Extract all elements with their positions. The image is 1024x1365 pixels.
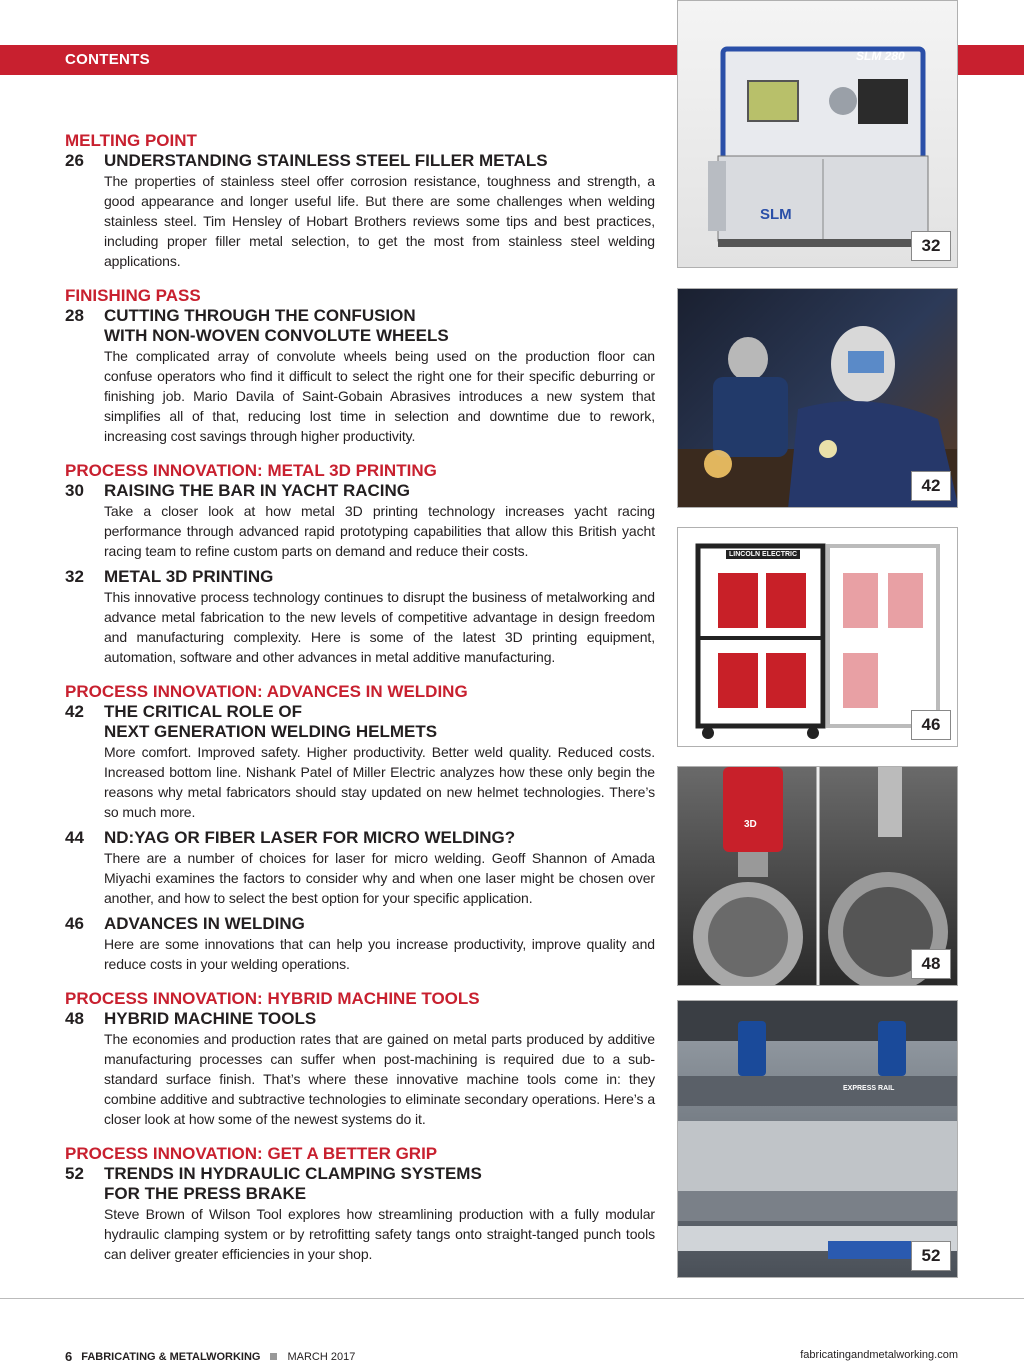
photo-page-number: 46 (911, 710, 951, 740)
entry-page-number: 48 (65, 1009, 84, 1028)
photo-page-number: 52 (911, 1241, 951, 1271)
section-hybrid-machine-tools (65, 989, 655, 1129)
footer (65, 1349, 355, 1364)
photo-slm-printer[interactable] (677, 0, 958, 268)
section-title: PROCESS INNOVATION: HYBRID MACHINE TOOLS (65, 989, 480, 1008)
entry-description: Take a closer look at how metal 3D printing technology increases yacht racing performance through advanced rapid prototyping capabilities that allow this British yacht racing team to refine custom parts on demand and reduce their costs. (104, 503, 655, 559)
entry-description: This innovative process technology continues to disrupt the business of metalworking and advance metal fabrication to the new levels of competitive advantage in design freedom and manufacturing complexity. Here is some of the latest 3D printing equipment, automation, software and other advances in metal additive manufacturing. (104, 589, 655, 665)
entry-page-number: 32 (65, 567, 84, 586)
footer-square-icon (270, 1353, 277, 1360)
entry-title[interactable]: CUTTING THROUGH THE CONFUSION WITH NON-WOVEN CONVOLUTE WHEELS (104, 306, 449, 345)
entry-description: More comfort. Improved safety. Higher productivity. Better weld quality. Reduced costs. Increased bottom line. Nishank Patel of Miller Electric analyzes how these only begin the reasons why metal fabricators should stay updated on new helmet technologies. There’s so much more. (104, 744, 655, 820)
entry-title[interactable]: HYBRID MACHINE TOOLS (104, 1009, 317, 1028)
toc-entry[interactable] (65, 702, 655, 822)
entry-title[interactable]: ADVANCES IN WELDING (104, 914, 305, 933)
footer-divider (0, 1298, 1024, 1299)
entry-description: Here are some innovations that can help you increase productivity, improve quality and reduce costs in your welding operations. (104, 936, 655, 972)
photo-page-number: 48 (911, 949, 951, 979)
entry-page-number: 46 (65, 914, 84, 933)
footer-page-number: 6 (65, 1349, 73, 1364)
section-title: FINISHING PASS (65, 286, 201, 305)
toc-entry[interactable] (65, 481, 655, 561)
section-title: PROCESS INNOVATION: METAL 3D PRINTING (65, 461, 437, 480)
toc-entry[interactable] (65, 1164, 655, 1264)
entry-title[interactable]: THE CRITICAL ROLE OF NEXT GENERATION WELDING HELMETS (104, 702, 438, 741)
entry-description: The properties of stainless steel offer corrosion resistance, toughness and strength, a good appearance and longer useful life. But there are some challenges when welding stainless steel. Tim Hensley of Hobart Brothers reviews some tips and best practices, including proper filler metal selection, to get the most from stainless steel welding applications. (104, 173, 655, 269)
photo-page-number: 32 (911, 231, 951, 261)
machine-3d-label: 3D (744, 819, 757, 830)
photo-hybrid-machining[interactable] (677, 766, 958, 986)
entry-title[interactable]: METAL 3D PRINTING (104, 567, 274, 586)
entry-description: Steve Brown of Wilson Tool explores how streamlining production with a fully modular hydraulic clamping system or by retrofitting safety tangs onto straight-tanged punch tools can deliver greater efficiencies in your shop. (104, 1206, 655, 1262)
entry-page-number: 44 (65, 828, 84, 847)
press-brake-brand-label: EXPRESS RAIL (843, 1085, 895, 1092)
printer-illustration (678, 1, 958, 268)
toc-entry[interactable] (65, 151, 655, 271)
footer-website-link[interactable]: fabricatingandmetalworking.com (800, 1349, 958, 1361)
section-title: MELTING POINT (65, 131, 197, 150)
entry-description: The economies and production rates that are gained on metal parts produced by additive manufacturing processes can suffer when post-machining is required due to a sub-standard surface finish. That’s where these innovative machine tools come in: they combine additive and subtractive technologies to eliminate secondary operations. Here’s a closer look at how some of the newest systems do it. (104, 1031, 655, 1127)
entry-description: There are a number of choices for laser for micro welding. Geoff Shannon of Amada Miyachi examines the factors to consider why and when one laser might be chosen over another, and how to select the best option for your specific application. (104, 850, 655, 906)
entry-page-number: 28 (65, 306, 84, 325)
entry-title[interactable]: TRENDS IN HYDRAULIC CLAMPING SYSTEMS FOR THE PRESS BRAKE (104, 1164, 482, 1203)
printer-logo-label: SLM (760, 206, 792, 223)
toc-entry[interactable] (65, 306, 655, 446)
entry-description: The complicated array of convolute wheels being used on the production floor can confuse operators who find it difficult to select the right one for their specific deburring or finishing job. Mario Davila of Saint-Gobain Abrasives introduces a new system that simplifies all of that, reducing lost time in selection and downtime due to rework, increasing cost savings through higher productivity. (104, 348, 655, 444)
entry-title[interactable]: ND:YAG OR FIBER LASER FOR MICRO WELDING? (104, 828, 516, 847)
photo-welding-cart[interactable] (677, 527, 958, 747)
entry-page-number: 26 (65, 151, 84, 170)
banner-label: CONTENTS (65, 51, 150, 68)
footer-issue-date: MARCH 2017 (287, 1350, 356, 1363)
entry-title[interactable]: UNDERSTANDING STAINLESS STEEL FILLER METALS (104, 151, 548, 170)
entry-page-number: 30 (65, 481, 84, 500)
cart-brand-label: LINCOLN ELECTRIC (726, 550, 800, 559)
section-finishing-pass (65, 286, 655, 446)
photo-welders[interactable] (677, 288, 958, 508)
toc-entry[interactable] (65, 914, 655, 974)
toc-entry[interactable] (65, 567, 655, 667)
printer-brand-label: SLM 280 (856, 49, 905, 63)
toc-entry[interactable] (65, 1009, 655, 1129)
entry-page-number: 52 (65, 1164, 84, 1183)
footer-magazine-name: FABRICATING & METALWORKING (81, 1350, 261, 1363)
photo-page-number: 42 (911, 471, 951, 501)
entry-page-number: 42 (65, 702, 84, 721)
section-title: PROCESS INNOVATION: ADVANCES IN WELDING (65, 682, 468, 701)
section-title: PROCESS INNOVATION: GET A BETTER GRIP (65, 1144, 438, 1163)
press-brake-illustration (678, 1001, 958, 1278)
section-melting-point (65, 131, 655, 271)
contents-list (65, 131, 655, 1279)
photo-press-brake[interactable] (677, 1000, 958, 1278)
section-metal-3d-printing (65, 461, 655, 667)
section-advances-in-welding (65, 682, 655, 974)
entry-title[interactable]: RAISING THE BAR IN YACHT RACING (104, 481, 411, 500)
toc-entry[interactable] (65, 828, 655, 908)
section-better-grip (65, 1144, 655, 1264)
